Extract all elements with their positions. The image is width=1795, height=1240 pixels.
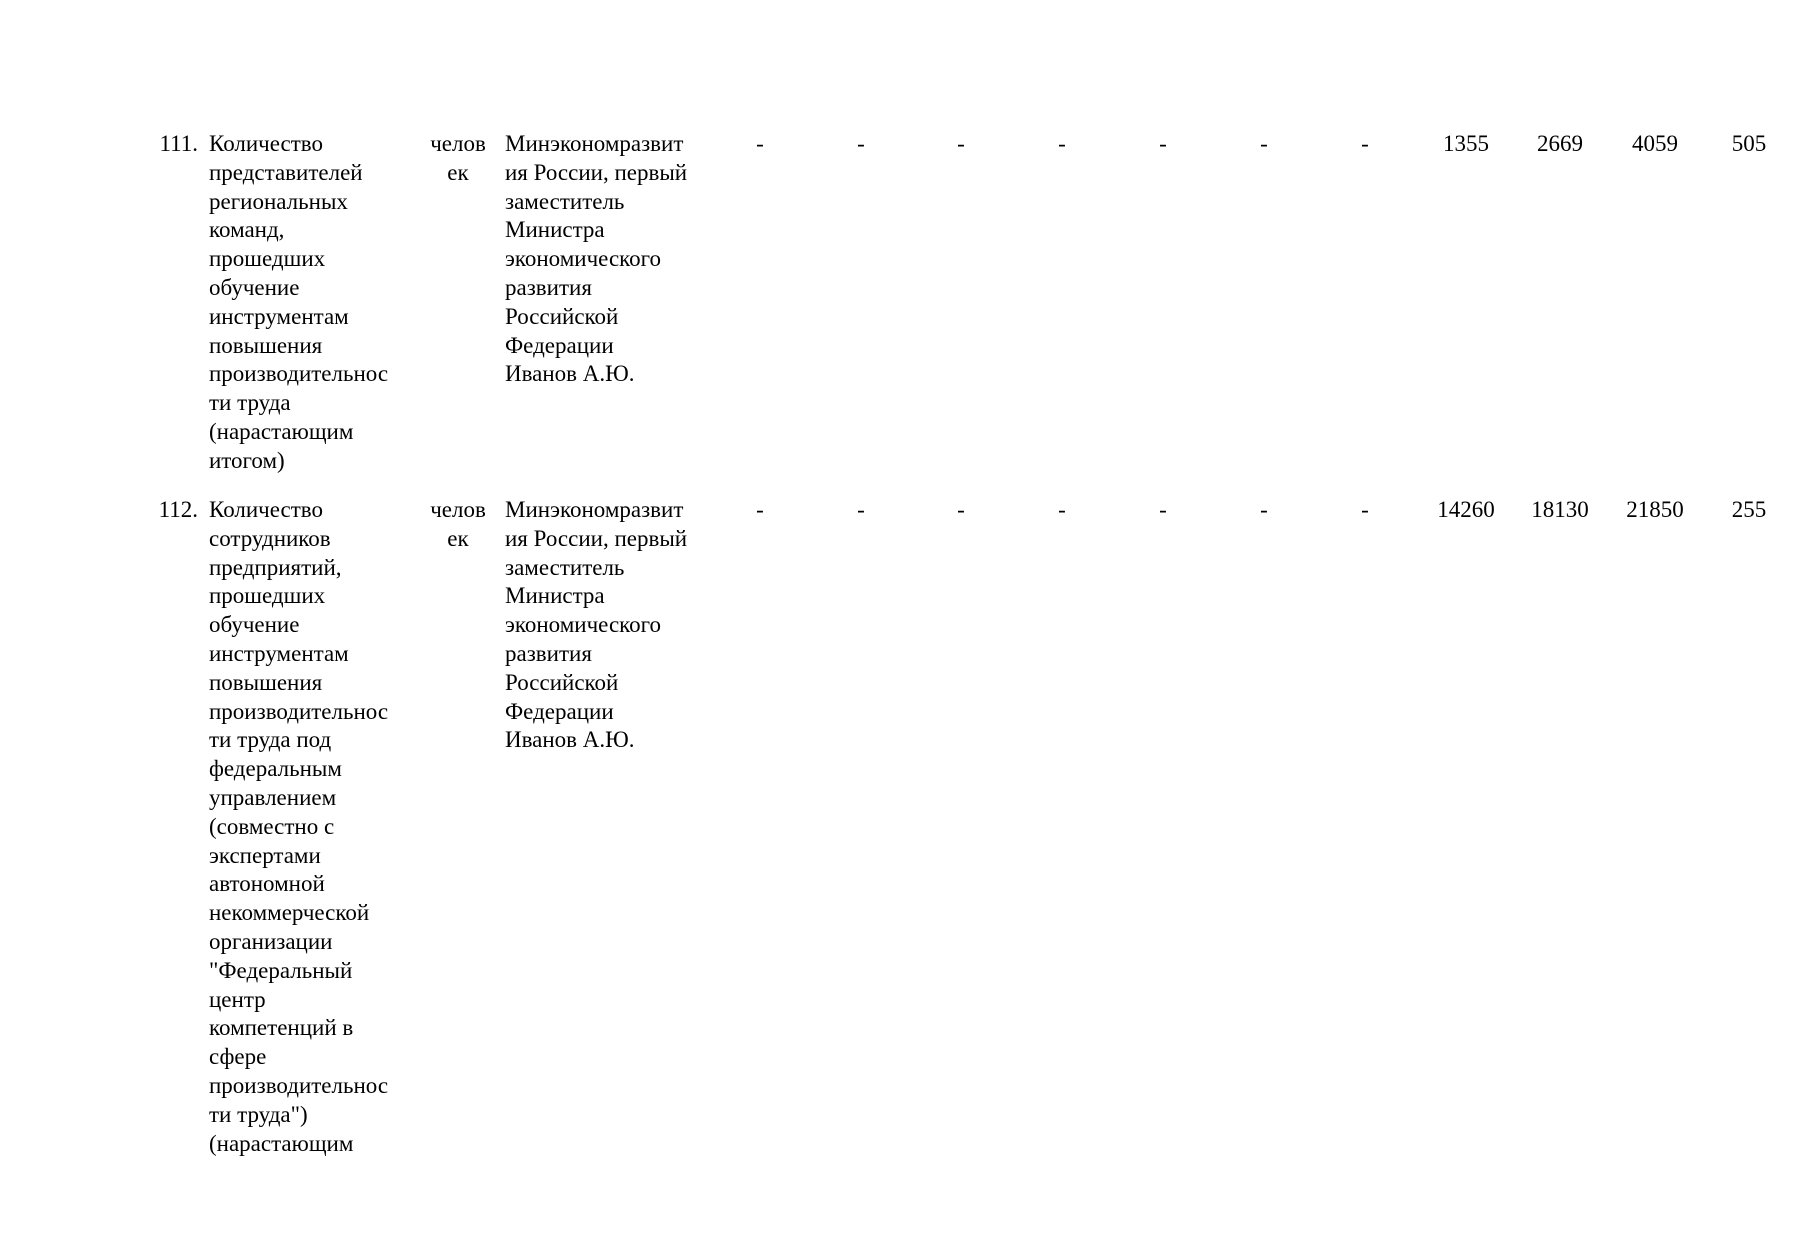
value-cell: 2669	[1537, 131, 1583, 156]
value-cell: 255	[1731, 497, 1767, 522]
value-cell: -	[756, 497, 764, 522]
value-cell: 21850	[1626, 497, 1684, 522]
indicator-name: Количество представителей региональных команд, прошедших обучение инструментам повышения производительнос ти труда (нарастающим итогом)	[209, 131, 389, 473]
value-cell: -	[1361, 497, 1369, 522]
value-cell: 505	[1731, 131, 1767, 156]
unit-of-measure: челов ек	[430, 131, 486, 185]
value-cell: 1355	[1443, 131, 1489, 156]
value-cell: -	[1260, 131, 1268, 156]
row-number: 111.	[159, 131, 198, 156]
value-cell: -	[756, 131, 764, 156]
value-cell: -	[1260, 497, 1268, 522]
value-cell: -	[957, 131, 965, 156]
value-cell: -	[857, 497, 865, 522]
value-cell: 4059	[1632, 131, 1678, 156]
value-cell: -	[857, 131, 865, 156]
responsible-party: Минэкономразвит ия России, первый заместитель Министра экономического развития Российской Федерации Иванов А.Ю.	[505, 497, 688, 753]
value-cell: -	[1159, 497, 1167, 522]
unit-of-measure: челов ек	[430, 497, 486, 551]
value-cell: -	[1058, 497, 1066, 522]
responsible-party: Минэкономразвит ия России, первый заместитель Министра экономического развития Российской Федерации Иванов А.Ю.	[505, 131, 688, 387]
row-number: 112.	[158, 497, 198, 522]
value-cell: -	[1058, 131, 1066, 156]
value-cell: 14260	[1437, 497, 1495, 522]
value-cell: -	[1361, 131, 1369, 156]
value-cell: -	[1159, 131, 1167, 156]
value-cell: 18130	[1531, 497, 1589, 522]
indicator-name: Количество сотрудников предприятий, прошедших обучение инструментам повышения производительнос ти труда под федеральным управлением (совместно с экспертами автономной некоммерческой организации "Федеральный центр компетенций в сфере производительнос ти труда") (нарастающим	[209, 497, 389, 1156]
value-cell: -	[957, 497, 965, 522]
